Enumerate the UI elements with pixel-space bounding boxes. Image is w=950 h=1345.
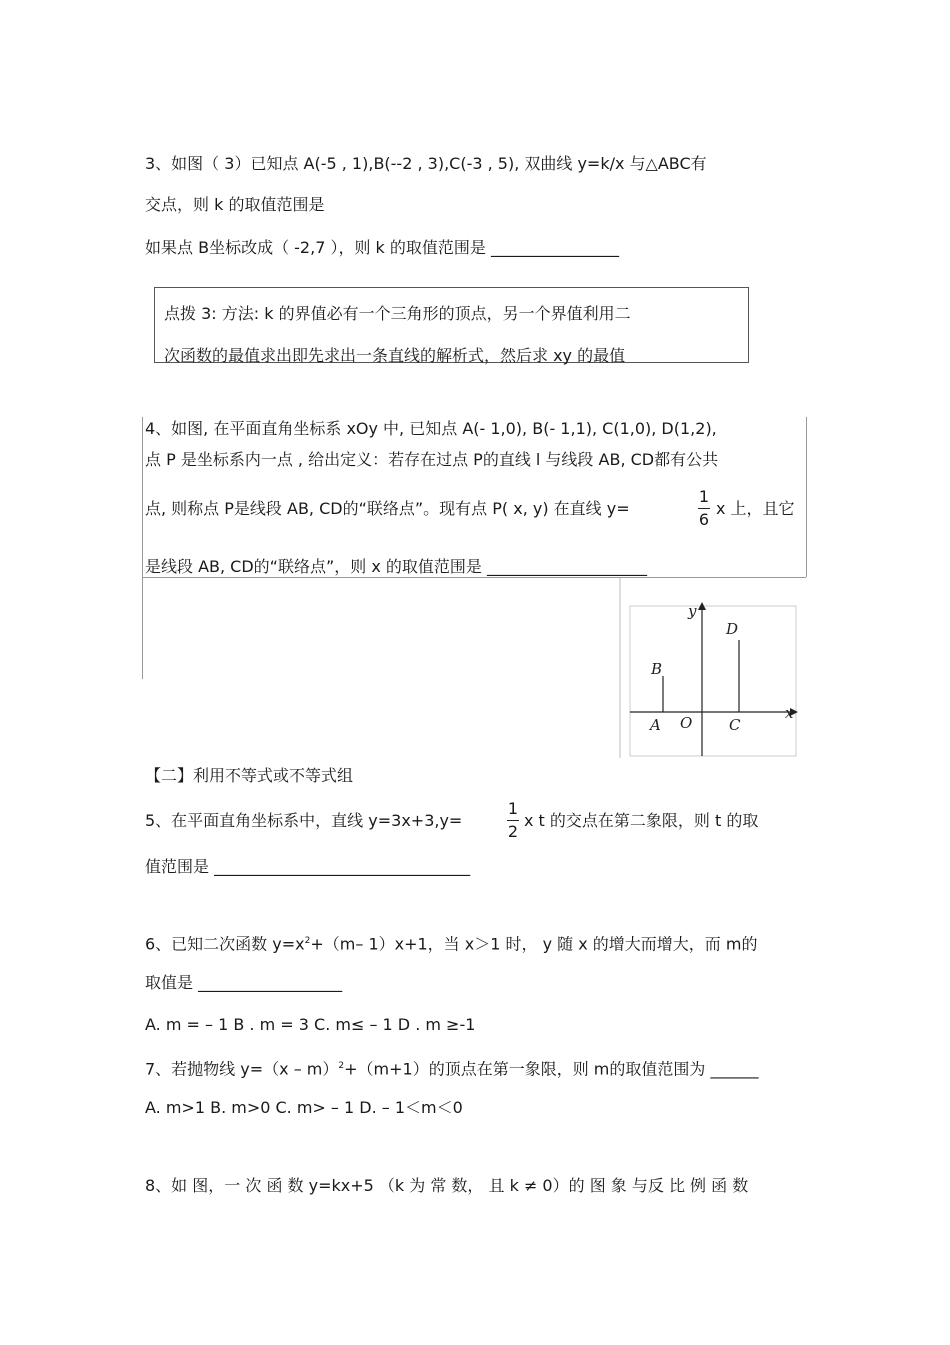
q7-line1-a: 7、若抛物线 y=（x – m） (145, 1059, 339, 1079)
q5-fraction (507, 800, 519, 841)
q5-fraction-bar (507, 820, 519, 821)
q3-line3: 如果点 B坐标改成（ -2,7 ），则 k 的取值范围是 ________________ (145, 238, 619, 257)
q4-coordinate-figure (618, 578, 800, 760)
q6-line1-b: +（m– 1）x+1，当 x＞1 时， y 随 x 的增大而增大，而 m的 (310, 934, 758, 954)
q5-fraction-num: 1 (507, 799, 519, 818)
q3-line1: 3、如图（ 3）已知点 A(-5 , 1),B(--2 , 3),C(-3 , 5), 双曲线 y=k/x 与△ABC有 (145, 154, 707, 173)
q7-options: A. m>1 B. m>0 C. m> – 1 D. – 1＜m＜0 (145, 1098, 463, 1117)
q6-line2: 取值是 __________________ (145, 973, 343, 992)
q4-line2: 点 P 是坐标系内一点 , 给出定义：若存在过点 P的直线 l 与线段 AB, CD都有公共 (145, 450, 719, 469)
q4-line3-a: 点, 则称点 P是线段 AB, CD的“联络点”。现有点 P( x, y) 在直线 y= (145, 499, 630, 518)
q4-line1: 4、如图, 在平面直角坐标系 xOy 中, 已知点 A(- 1,0), B(- 1,1), C(1,0), D(1,2), (145, 419, 717, 438)
label-c: C (729, 716, 741, 734)
q5-line1-b: x t 的交点在第二象限，则 t 的取 (524, 811, 759, 830)
section2-title: 【二】利用不等式或不等式组 (145, 766, 354, 785)
label-a: A (650, 716, 661, 734)
q6-line1 (145, 930, 757, 955)
q7-line1-b: +（m+1）的顶点在第一象限，则 m的取值范围为 ______ (344, 1059, 759, 1079)
hint-line1: 点拨 3: 方法: k 的界值必有一个三角形的顶点，另一个界值利用二 (164, 304, 631, 323)
q5-line1-a: 5、在平面直角坐标系中，直线 y=3x+3,y= (145, 811, 463, 830)
q7-line1 (145, 1055, 758, 1080)
label-b: B (651, 660, 663, 678)
q4-line3-b: x 上，且它 (716, 499, 795, 518)
q8-line1: 8、如 图，一 次 函 数 y=kx+5 （k 为 常 数， 且 k ≠ 0）的 图 象 与反 比 例 函 数 (145, 1176, 749, 1195)
q6-line1-a: 6、已知二次函数 y=x (145, 934, 305, 954)
label-y: y (688, 602, 697, 620)
q6-options: A. m = – 1 B . m = 3 C. m≤ – 1 D . m ≥-1 (145, 1015, 476, 1034)
q4-fraction-num: 1 (698, 487, 710, 506)
q6-exponent: 2 (304, 936, 311, 946)
label-d: D (726, 620, 739, 638)
label-o: O (680, 714, 693, 732)
q4-frame-left (142, 417, 143, 679)
q4-frame-right (806, 417, 807, 577)
hint-line2: 次函数的最值求出即先求出一条直线的解析式，然后求 xy 的最值 (164, 346, 626, 365)
q4-fraction-bar (698, 508, 710, 509)
q7-exponent: 2 (338, 1061, 345, 1071)
label-x: x (785, 704, 794, 722)
q4-fraction (698, 488, 710, 529)
q4-fraction-den: 6 (698, 510, 710, 529)
q3-line2: 交点，则 k 的取值范围是 (145, 195, 325, 214)
q4-line4: 是线段 AB, CD的“联络点”，则 x 的取值范围是 ____________________ (145, 557, 647, 576)
q5-line2: 值范围是 ________________________________ (145, 857, 471, 876)
q5-fraction-den: 2 (507, 822, 519, 841)
